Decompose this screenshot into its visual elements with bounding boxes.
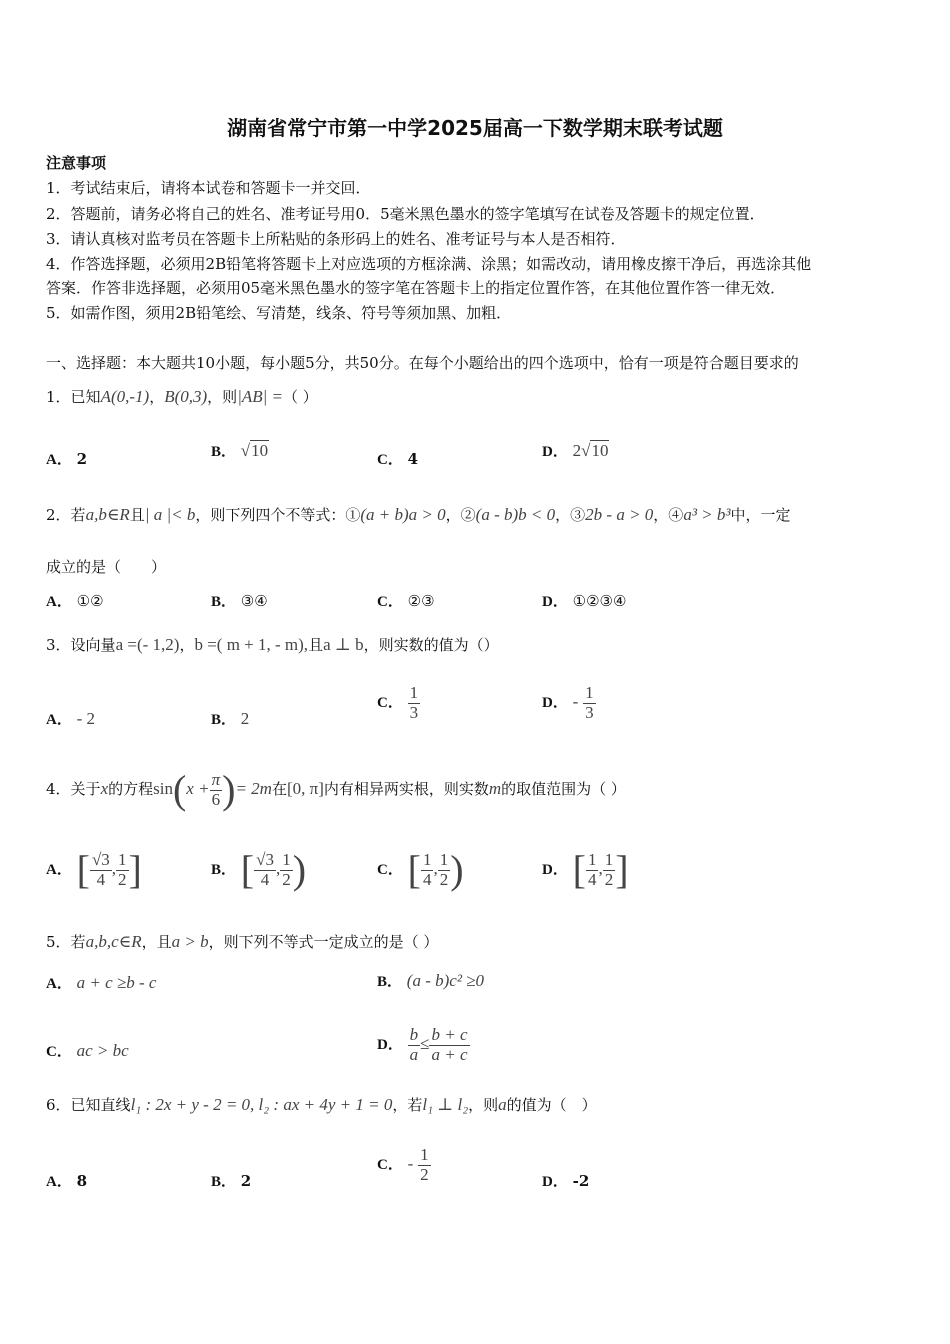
question-6: 6．已知直线l₁ : 2x + y - 2 = 0, l₂ : ax + 4y + 1 = 0，若l₁ ⊥ l₂，则a的值为（ ） <box>46 1095 597 1114</box>
notice-item-1: 1．考试结束后，请将本试卷和答题卡一并交回． <box>46 179 371 197</box>
question-text: （ ） <box>283 388 318 406</box>
q4-option-b: B． [ $\frac{√3}{4}$ , $\frac{1}{2}$ ) <box>211 847 307 892</box>
q1-option-a: A． 2 <box>46 450 88 468</box>
question-text: ， <box>149 388 165 406</box>
question-5: 5．若a,b,c∈R，且a > b，则下列不等式一定成立的是（ ） <box>46 932 439 951</box>
notice-item-3: 3．请认真核对监考员在答题卡上所粘贴的条形码上的姓名、准考证号与本人是否相符． <box>46 230 626 248</box>
q4-option-a: A． [ $\frac{√3}{4}$ , $\frac{1}{2}$ ] <box>46 847 142 892</box>
notice-item-2: 2．答题前，请务必将自己的姓名、准考证号用0．5毫米黑色墨水的签字笔填写在试卷及答题卡的规定位置． <box>46 205 765 223</box>
q6-option-d: D． -2 <box>542 1172 590 1190</box>
notice-item-5: 5．如需作图，须用2B铅笔绘、写清楚，线条、符号等须加黑、加粗． <box>46 304 512 322</box>
math-expr: B(0,3) <box>164 387 208 406</box>
section-heading: 一、选择题：本大题共10小题，每小题5分，共50分。在每个小题给出的四个选项中，恰有一项是符合题目要求的 <box>46 354 799 372</box>
question-text: ，则 <box>207 388 238 406</box>
q3-option-d: D． - $\frac{1}{3}$ <box>542 683 594 722</box>
question-4: 4．关于x的方程sin(x + $\frac{\pi}{6}$ )= 2m在[0, π]内有相异两实根，则实数m的取值范围为（ ） <box>46 767 626 812</box>
q5-option-d: D． $\frac{b}{a}$ ≤ $\frac{b + c}{a + c}$ <box>377 1025 468 1064</box>
notice-heading: 注意事项 <box>46 154 107 172</box>
math-expr: A(0,-1) <box>100 387 150 406</box>
q2-option-a: A． ①② <box>46 592 104 610</box>
question-text: 已知 <box>70 388 101 406</box>
q3-option-c: C． $\frac{1}{3}$ <box>377 683 419 722</box>
q4-option-d: D． [ $\frac{1}{4}$ , $\frac{1}{2}$ ] <box>542 847 629 892</box>
q2-option-b: B． ③④ <box>211 592 268 610</box>
q5-option-c: C． ac > bc <box>46 1041 129 1060</box>
notice-item-4: 4．作答选择题，必须用2B铅笔将答题卡上对应选项的方框涂满、涂黑；如需改动，请用橡皮擦干净后，再选涂其他 <box>46 255 812 273</box>
question-3: 3．设向量a =(- 1,2)，b =( m + 1, - m),且a ⊥ b，则实数的值为（） <box>46 635 499 654</box>
page-title: 湖南省常宁市第一中学2025届高一下数学期末联考试题 <box>227 116 723 140</box>
notice-item-4-cont: 答案．作答非选择题，必须用05毫米黑色墨水的签字笔在答题卡上的指定位置作答，在其他位置作答一律无效． <box>46 279 786 297</box>
math-expr: |AB| = <box>237 387 284 406</box>
q4-option-c: C． [ $\frac{1}{4}$ , $\frac{1}{2}$ ) <box>377 847 464 892</box>
q1-option-d: D． 2√10 <box>542 441 609 460</box>
q2-option-d: D． ①②③④ <box>542 592 627 610</box>
q3-option-b: B． 2 <box>211 709 250 728</box>
q6-option-a: A． 8 <box>46 1172 88 1190</box>
q5-option-b: B． (a - b)c² ≥0 <box>377 971 485 990</box>
q5-option-a: A． a + c ≥b - c <box>46 973 157 992</box>
question-1 <box>46 386 318 407</box>
q6-option-b: B． 2 <box>211 1172 252 1190</box>
question-2-cont: 成立的是（ ） <box>46 558 167 576</box>
question-number: 1． <box>46 388 71 406</box>
question-2: 2．若a,b∈R且| a |< b，则下列四个不等式：①(a + b)a > 0，②(a - b)b < 0，③2b - a > 0，④a³ > b³中，一定 <box>46 505 791 524</box>
q3-option-a: A． - 2 <box>46 709 96 728</box>
q1-option-c: C． 4 <box>377 450 419 468</box>
q6-option-c: C． - $\frac{1}{2}$ <box>377 1145 429 1184</box>
q2-option-c: C． ②③ <box>377 592 435 610</box>
q1-option-b: B． √10 <box>211 441 269 460</box>
